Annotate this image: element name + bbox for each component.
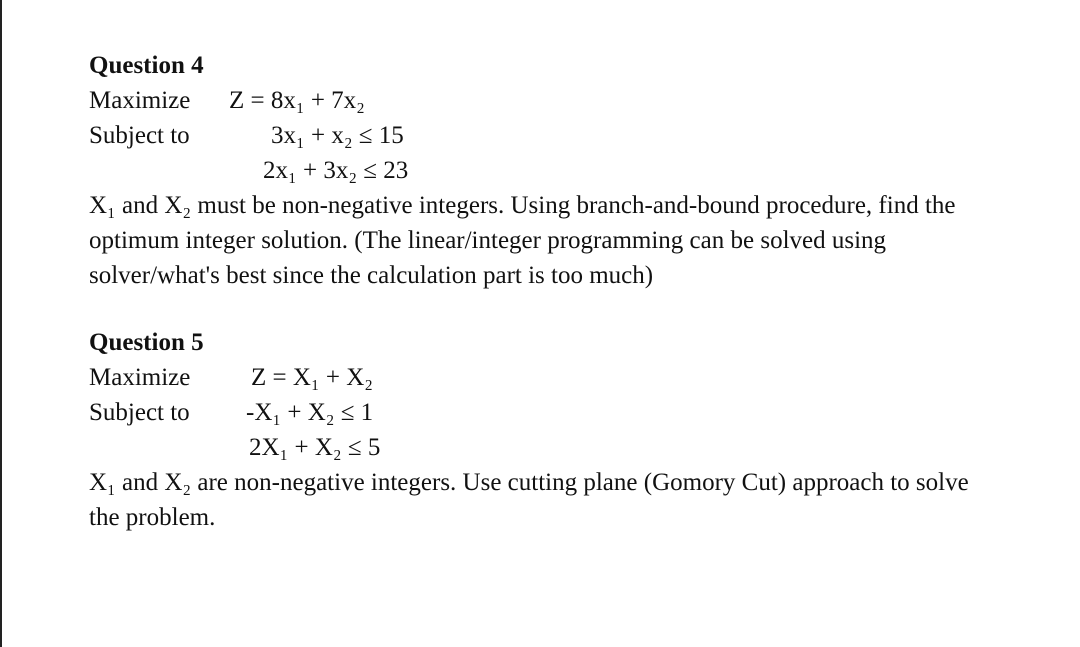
question-4-objective: Z = 8x₁ + 7x₂ [229, 87, 365, 114]
question-4-text-line-3: solver/what's best since the calculation part is too much) [89, 262, 654, 289]
question-5-title: Question 5 [89, 329, 204, 356]
question-5-constraint-1: -X₁ + X₂ ≤ 1 [246, 399, 374, 426]
question-4-constraint-1: 3x₁ + x₂ ≤ 15 [271, 122, 404, 149]
question-4-text-line-2: optimum integer solution. (The linear/integer programming can be solved using [89, 227, 887, 254]
question-5-subject-label: Subject to [89, 399, 190, 426]
question-4-constraint-2: 2x₁ + 3x₂ ≤ 23 [263, 157, 409, 184]
question-5-objective: Z = X₁ + X₂ [251, 364, 374, 391]
question-5-text-line-1: X₁ and X₂ are non-negative integers. Use cutting plane (Gomory Cut) approach to solve [89, 469, 969, 496]
question-4-subject-label: Subject to [89, 122, 190, 149]
question-4-maximize-label: Maximize [89, 87, 191, 114]
question-4-title: Question 4 [89, 52, 204, 79]
question-5-text-line-2: the problem. [89, 504, 216, 531]
question-5-constraint-2: 2X₁ + X₂ ≤ 5 [249, 434, 381, 461]
left-border [0, 0, 2, 647]
question-5-maximize-label: Maximize [89, 364, 191, 391]
question-4-text-line-1: X₁ and X₂ must be non-negative integers. Using branch-and-bound procedure, find the [89, 192, 956, 219]
